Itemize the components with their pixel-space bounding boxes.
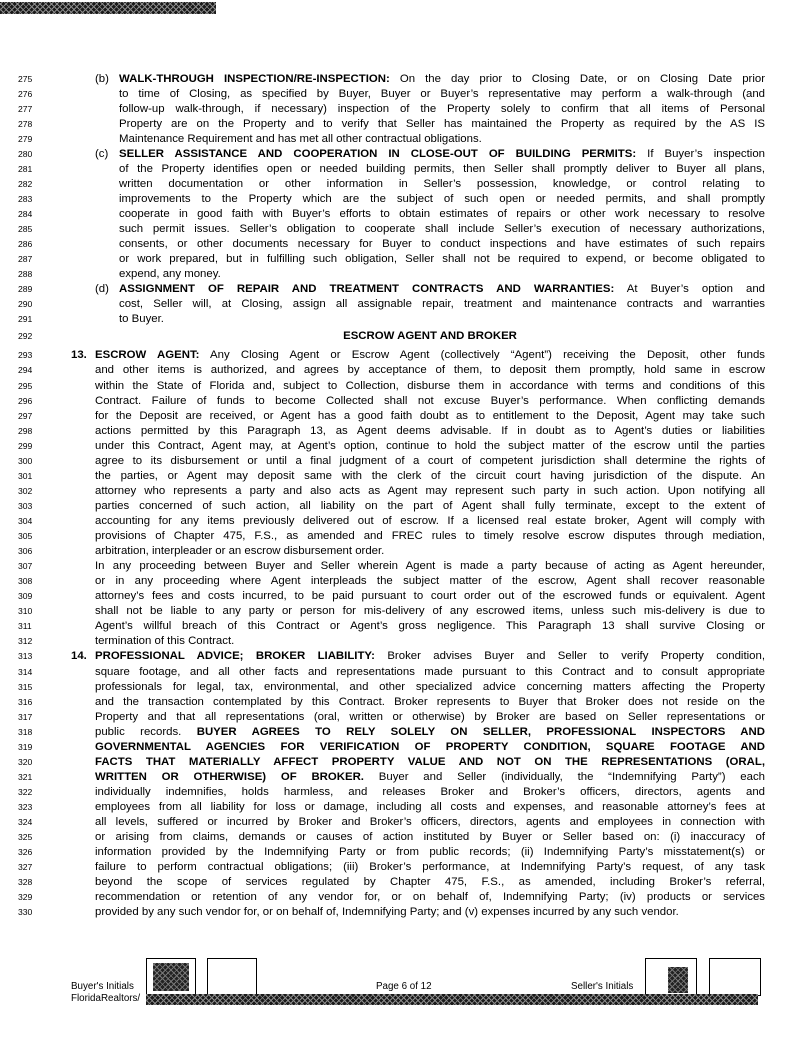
line-text <box>95 785 765 800</box>
line-number: 323 <box>18 801 33 812</box>
line-text <box>95 424 765 439</box>
document-line <box>0 439 811 454</box>
document-line <box>0 329 811 344</box>
line-number: 293 <box>18 350 33 361</box>
buyer-initials-box-2[interactable] <box>207 958 257 996</box>
document-line <box>0 379 811 394</box>
paragraph-label: (d) <box>95 283 109 296</box>
bold-text: GOVERNMENTAL AGENCIES FOR VERIFICATION OF PROPERTY CONDITION, SQUARE FOOTAGE AND <box>95 740 765 753</box>
line-number: 327 <box>18 862 33 873</box>
line-number: 282 <box>18 178 33 189</box>
document-line <box>0 162 811 177</box>
plain-text: agree to its disbursement or until a final judgment of a court of competent jurisdiction shall determine the rights of <box>95 454 765 467</box>
line-number: 329 <box>18 892 33 903</box>
line-text <box>119 252 765 267</box>
document-line <box>0 192 811 207</box>
bold-text: SELLER ASSISTANCE AND COOPERATION IN CLOSE-OUT OF BUILDING PERMITS: <box>119 147 637 160</box>
line-number: 301 <box>18 470 33 481</box>
line-number: 304 <box>18 516 33 526</box>
line-text <box>95 755 765 770</box>
plain-text: under this Contract, Agent may, at Agent’s option, continue to hold the subject matter of the escrow until the parties <box>95 439 765 452</box>
document-line <box>0 800 811 815</box>
line-text <box>95 695 765 710</box>
document-line <box>0 604 811 619</box>
plain-text: accounting for any items previously delivered out of escrow. If a licensed real estate broker, Agent will comply with <box>95 515 765 527</box>
bold-text: ASSIGNMENT OF REPAIR AND TREATMENT CONTRACTS AND WARRANTIES: <box>119 283 615 296</box>
plain-text: cooperate in good faith with Buyer’s efforts to obtain estimates of repairs or other work necessary to resolve <box>119 208 765 220</box>
line-number: 290 <box>18 299 33 310</box>
line-text <box>95 905 765 920</box>
document-line <box>0 710 811 725</box>
line-text <box>95 454 765 469</box>
plain-text: provisions of Chapter 475, F.S., as amended and FREC rules to timely resolve escrow disputes through mediation, <box>95 530 765 542</box>
plain-text: parties concerned of such action, all liability on the part of Agent shall fully terminate, except to the extent of <box>95 499 765 512</box>
plain-text: Agent’s willful breach of this Contract or Agent’s gross negligence. This Paragraph 13 shall survive Closing or <box>95 620 765 633</box>
bold-text: PROFESSIONAL ADVICE; BROKER LIABILITY: <box>95 650 375 663</box>
plain-text: beyond the scope of services regulated by Chapter 475, F.S., as amended, including Broker’s referral, <box>95 876 765 889</box>
document-line <box>0 559 811 574</box>
plain-text: attorney’s fees and costs incurred, to be paid pursuant to court order out of the escrowed funds or equivalent. Agent <box>95 590 765 603</box>
sellers-initials-label: Seller's Initials <box>571 981 634 992</box>
line-text <box>119 87 765 102</box>
document-line <box>0 665 811 680</box>
document-line <box>0 725 811 740</box>
line-text <box>95 484 765 499</box>
line-text <box>95 469 765 484</box>
plain-text: individually indemnifies, holds harmless, and releases Broker and Broker’s officers, directors, agents and <box>95 785 765 798</box>
line-number: 307 <box>18 561 33 572</box>
plain-text: Contract. Failure of funds to become Collected shall not excuse Buyer’s performance. When conflicting demands <box>95 394 765 407</box>
line-number: 302 <box>18 485 33 496</box>
line-number: 314 <box>18 666 33 677</box>
line-text <box>95 439 765 454</box>
line-number: 321 <box>18 771 33 782</box>
line-number: 292 <box>18 331 33 342</box>
document-line <box>0 454 811 469</box>
line-number: 294 <box>18 365 33 376</box>
line-number: 300 <box>18 455 33 466</box>
line-text <box>95 875 765 890</box>
line-number: 295 <box>18 380 33 391</box>
line-text <box>119 207 765 222</box>
document-line <box>0 544 811 559</box>
plain-text: and the transaction contemplated by this Contract. Broker represents to Buyer that Broker does not reside on the <box>95 695 765 708</box>
line-text <box>119 162 765 177</box>
document-line <box>0 770 811 785</box>
plain-text: or arising from claims, demands or causes of action instituted by Buyer or Seller based on: (i) inaccuracy of <box>95 831 765 843</box>
line-number: 316 <box>18 696 33 707</box>
line-number: 299 <box>18 440 33 451</box>
plain-text: or in any proceeding where Agent interpleads the subject matter of the escrow, Agent shall recover reasonable <box>95 575 765 588</box>
document-line <box>0 680 811 695</box>
line-number: 312 <box>18 636 33 647</box>
plain-text: square footage, and all other facts and representations made pursuant to this Contract and to consult appropriate <box>95 665 765 678</box>
document-line <box>0 72 811 87</box>
line-number: 275 <box>18 73 33 84</box>
line-text <box>95 363 765 378</box>
line-text <box>95 890 765 905</box>
plain-text: public records. <box>95 725 197 738</box>
line-number: 279 <box>18 133 33 144</box>
line-text <box>95 680 765 695</box>
line-text <box>95 544 765 559</box>
document-line <box>0 634 811 649</box>
bold-text: BUYER AGREES TO RELY SOLELY ON SELLER, PROFESSIONAL INSPECTORS AND <box>196 725 765 738</box>
line-text <box>95 800 765 815</box>
bold-text: ESCROW AGENT: <box>95 349 200 362</box>
line-number: 322 <box>18 786 33 797</box>
line-text <box>119 147 765 162</box>
document-line <box>0 409 811 424</box>
seller-initials-box-2[interactable] <box>709 958 761 996</box>
document-line <box>0 132 811 147</box>
document-line <box>0 424 811 439</box>
document-line <box>0 890 811 905</box>
line-number: 318 <box>18 726 33 737</box>
line-number: 289 <box>18 284 33 295</box>
line-text <box>119 117 765 132</box>
line-number: 303 <box>18 500 33 511</box>
line-text <box>119 132 765 147</box>
paragraph-label: (c) <box>95 147 109 160</box>
document-line <box>0 394 811 409</box>
line-text <box>95 845 765 860</box>
plain-text: employees from all liability for loss or damage, including all costs and expenses, and reasonable attorney’s fees at <box>95 800 765 813</box>
plain-text: within the State of Florida and, subject to Collection, disburse them in accordance with terms and conditions of this <box>95 379 765 392</box>
document-line <box>0 740 811 755</box>
line-text <box>95 499 765 514</box>
line-text <box>95 379 765 394</box>
plain-text: of the Property identifies open or needed building permits, then Seller shall promptly deliver to Buyer all plans, <box>119 162 765 175</box>
plain-text: or work prepared, but in fulfilling such obligation, Seller shall not be required to expend, or become obligated to <box>119 253 765 266</box>
document-line <box>0 147 811 162</box>
line-text <box>95 604 765 619</box>
line-text <box>119 282 765 297</box>
bold-text: FACTS THAT MATERIALLY AFFECT PROPERTY VALUE AND NOT ON THE REPRESENTATIONS (ORAL, <box>95 755 765 768</box>
line-number: 298 <box>18 425 33 436</box>
line-number: 310 <box>18 606 33 617</box>
line-text <box>95 619 765 634</box>
line-text <box>95 394 765 409</box>
plain-text: expend, any money. <box>119 268 221 281</box>
line-number: 278 <box>18 118 33 129</box>
page-number: Page 6 of 12 <box>376 981 432 992</box>
line-number: 324 <box>18 817 33 827</box>
plain-text: to time of Closing, as specified by Buyer, Buyer or Buyer’s representative may perform a walk-through (and <box>119 87 765 100</box>
document-line <box>0 649 811 664</box>
document-line <box>0 297 811 312</box>
document-line <box>0 875 811 890</box>
document-line <box>0 845 811 860</box>
plain-text: provided by any such vendor for, or on behalf of, Indemnifying Party; and (v) expenses incurred by any such vendor. <box>95 906 679 919</box>
redacted-footer-bar <box>146 994 758 1005</box>
line-number: 305 <box>18 531 33 541</box>
line-number: 306 <box>18 546 33 556</box>
redacted-initials-mark <box>153 963 189 991</box>
document-line <box>0 905 811 920</box>
plain-text: On the day prior to Closing Date, or on Closing Date prior <box>389 72 765 85</box>
plain-text: failure to perform contractual obligations; (iii) Broker’s performance, at Indemnifying Party’s request, of any task <box>95 861 765 874</box>
document-line <box>0 87 811 102</box>
document-line <box>0 860 811 875</box>
line-number: 317 <box>18 711 33 722</box>
document-line <box>0 207 811 222</box>
line-number: 287 <box>18 254 33 265</box>
line-number: 284 <box>18 209 33 219</box>
redacted-initials-mark <box>668 967 688 993</box>
plain-text: such permit issues. Seller’s obligation to cooperate shall include Seller’s execution of necessary authorizations, <box>119 223 765 235</box>
line-text <box>119 102 765 117</box>
document-line <box>0 469 811 484</box>
seller-initials-box-1[interactable] <box>645 958 697 996</box>
plain-text: consents, or other documents necessary for Buyer to conduct inspections and have estimates of such repairs <box>119 238 765 251</box>
line-text <box>119 312 765 327</box>
plain-text: recommendation or retention of any vendor for, or on behalf of, Indemnifying Party; (iv) products or services <box>95 891 765 904</box>
plain-text: Property and that all representations (oral, written or otherwise) by Broker are based on Seller representations or <box>95 710 765 723</box>
line-text <box>95 815 765 830</box>
plain-text: for the Deposit are received, or Agent has a good faith doubt as to entitlement to the Deposit, Agent may take such <box>95 409 765 422</box>
line-text <box>119 237 765 252</box>
document-line <box>0 755 811 770</box>
document-line <box>0 619 811 634</box>
line-text <box>119 267 765 282</box>
paragraph-label: (b) <box>95 72 109 85</box>
line-text <box>95 574 765 589</box>
line-number: 291 <box>18 314 33 325</box>
line-text <box>95 409 765 424</box>
document-line <box>0 222 811 237</box>
plain-text: the parties, or Agent may deposit same with the clerk of the circuit court having jurisdiction of the dispute. An <box>95 469 765 482</box>
plain-text: If Buyer’s inspection <box>636 147 765 160</box>
line-number: 288 <box>18 269 33 280</box>
line-number: 283 <box>18 193 33 204</box>
plain-text: Broker advises Buyer and Seller to verify Property condition, <box>374 650 765 663</box>
line-number: 296 <box>18 395 33 406</box>
plain-text: follow-up walk-through, if necessary) inspection of the Property solely to confirm that all items of Personal <box>119 102 765 115</box>
document-line <box>0 267 811 282</box>
document-line <box>0 252 811 267</box>
document-line <box>0 589 811 604</box>
bold-text: WALK-THROUGH INSPECTION/RE-INSPECTION: <box>119 72 390 85</box>
document-line <box>0 815 811 830</box>
plain-text: cost, Seller will, at Closing, assign all assignable repair, treatment and maintenance contracts and warranties <box>119 298 765 311</box>
document-line <box>0 514 811 529</box>
line-text <box>95 634 765 649</box>
plain-text: to Buyer. <box>119 313 164 326</box>
line-number: 308 <box>18 576 33 587</box>
plain-text: information provided by the Indemnifying Party or from public records; (ii) Indemnifying Party’s misstatement(s) or <box>95 846 765 859</box>
document-line <box>0 312 811 327</box>
document-line <box>0 237 811 252</box>
document-line <box>0 785 811 800</box>
document-line <box>0 830 811 845</box>
line-text <box>119 222 765 237</box>
document-line <box>0 102 811 117</box>
line-number: 319 <box>18 741 33 752</box>
line-number: 313 <box>18 651 33 662</box>
line-text <box>95 740 765 755</box>
line-number: 286 <box>18 239 33 250</box>
buyer-initials-box-1[interactable] <box>146 958 196 996</box>
plain-text: Any Closing Agent or Escrow Agent (collectively “Agent”) receiving the Deposit, other funds <box>199 349 765 362</box>
line-text <box>95 860 765 875</box>
line-number: 297 <box>18 410 33 421</box>
plain-text: actions permitted by this Paragraph 13, as Agent deems advisable. If in doubt as to Agent’s duties or liabilities <box>95 424 765 437</box>
line-text <box>95 348 765 363</box>
plain-text: Property are on the Property and to verify that Seller has maintained the Property as required by the AS IS <box>119 117 765 130</box>
line-number: 325 <box>18 832 33 842</box>
document-line <box>0 348 811 363</box>
document-line <box>0 117 811 132</box>
plain-text: At Buyer’s option and <box>614 283 765 296</box>
plain-text: arbitration, interpleader or an escrow disbursement order. <box>95 545 385 557</box>
line-text <box>95 665 765 680</box>
document-line <box>0 695 811 710</box>
document-line <box>0 484 811 499</box>
line-number: 326 <box>18 847 33 858</box>
line-text <box>95 589 765 604</box>
plain-text: professionals for legal, tax, environmental, and other specialized advice concerning matters affecting the Property <box>95 680 765 693</box>
plain-text: all levels, suffered or incurred by Broker and Broker’s officers, directors, agents and employees in connection with <box>95 816 765 828</box>
document-line <box>0 363 811 378</box>
line-text <box>95 649 765 664</box>
line-text <box>95 725 765 740</box>
document-line <box>0 574 811 589</box>
line-text <box>95 559 765 574</box>
line-text <box>119 192 765 207</box>
document-line <box>0 282 811 297</box>
buyers-initials-label: Buyer's Initials <box>71 981 134 992</box>
line-number: 328 <box>18 877 33 888</box>
line-text <box>95 529 765 544</box>
paragraph-label: 14. <box>71 650 87 663</box>
line-number: 277 <box>18 103 33 114</box>
line-number: 281 <box>18 163 33 174</box>
line-number: 320 <box>18 756 33 767</box>
line-text <box>95 710 765 725</box>
line-number: 309 <box>18 591 33 602</box>
plain-text: Maintenance Requirement and has met all other contractual obligations. <box>119 132 482 145</box>
brand-footer-text: FloridaRealtors/ <box>71 993 141 1004</box>
line-text <box>119 297 765 312</box>
line-text <box>95 830 765 845</box>
redacted-header-bar <box>0 2 216 14</box>
line-number: 280 <box>18 148 33 159</box>
document-line <box>0 177 811 192</box>
document-line <box>0 499 811 514</box>
document-line <box>0 529 811 544</box>
line-text <box>95 770 765 785</box>
plain-text: In any proceeding between Buyer and Seller wherein Agent is made a party because of acting as Agent hereunder, <box>95 560 765 573</box>
section-heading: ESCROW AGENT AND BROKER <box>343 330 517 343</box>
bold-text: WRITTEN OR OTHERWISE) OF BROKER. <box>95 770 364 783</box>
plain-text: shall not be liable to any party or person for mis-delivery of any escrowed items, unless such mis-delivery is due to <box>95 605 765 618</box>
line-text <box>119 177 765 192</box>
plain-text: Buyer and Seller (individually, the “Indemnifying Party”) each <box>363 770 765 783</box>
line-number: 311 <box>18 621 32 632</box>
plain-text: improvements to the Property which are the subject of such open or needed permits, and shall promptly <box>119 192 765 205</box>
line-number: 285 <box>18 224 33 234</box>
plain-text: termination of this Contract. <box>95 635 235 648</box>
line-text <box>119 72 765 87</box>
line-number: 315 <box>18 681 33 692</box>
plain-text: written documentation or other information in Seller’s possession, knowledge, or control relating to <box>119 177 765 190</box>
line-number: 330 <box>18 907 33 918</box>
line-number: 276 <box>18 88 33 99</box>
plain-text: and other items is authorized, and agrees by acceptance of them, to deposit them promptly, hold same in escrow <box>95 364 765 377</box>
line-text <box>95 514 765 529</box>
paragraph-label: 13. <box>71 349 87 362</box>
plain-text: attorney who represents a party and also acts as Agent may represent such party in such action. Upon notifying all <box>95 484 765 497</box>
